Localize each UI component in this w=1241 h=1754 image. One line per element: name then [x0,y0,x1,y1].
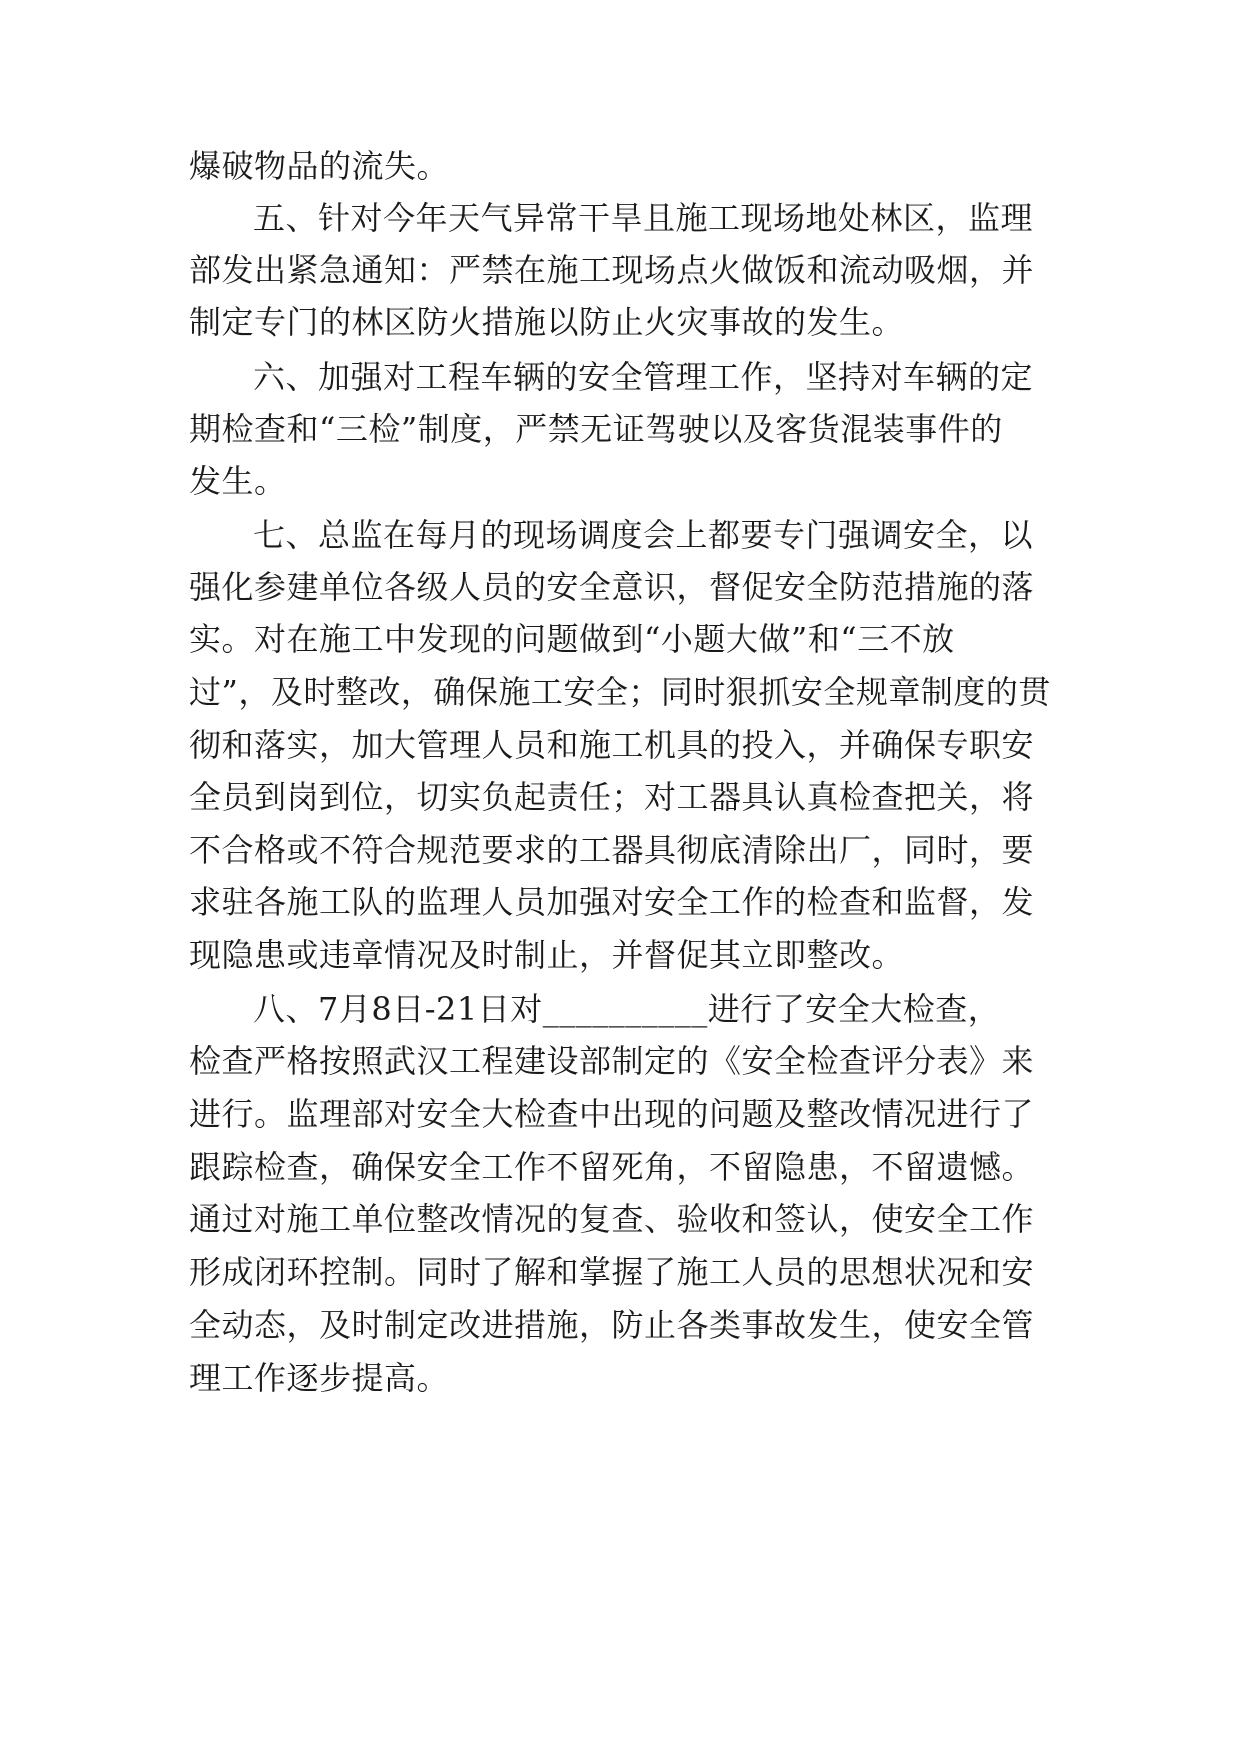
paragraph-7-line-3: 实。对在施工中发现的问题做到“小题大做”和“三不放 [189,620,955,658]
paragraph-7-line-5: 彻和落实，加大管理人员和施工机具的投入，并确保专职安 [189,726,1035,764]
paragraph-5-line-2: 部发出紧急通知：严禁在施工现场点火做饭和流动吸烟，并 [189,251,1035,289]
paragraph-5-line-1: 五、针对今年天气异常干旱且施工现场地处林区，监理 [253,199,1034,237]
paragraph-6-line-3: 发生。 [189,462,287,500]
paragraph-8-line-1: 八、7月8日-21日对__________进行了安全大检查， [253,990,1001,1028]
paragraph-8-line-2: 检查严格按照武汉工程建设部制定的《安全检查评分表》来 [189,1042,1035,1080]
paragraph-7-line-2: 强化参建单位各级人员的安全意识，督促安全防范措施的落 [189,568,1035,606]
paragraph-8-line-4: 跟踪检查，确保安全工作不留死角，不留隐患，不留遗憾。 [189,1148,1035,1186]
paragraph-8-line-8: 理工作逐步提高。 [189,1359,450,1397]
paragraph-7-line-4: 过”，及时整改，确保施工安全；同时狠抓安全规章制度的贯 [189,673,1051,711]
paragraph-8-line-3: 进行。监理部对安全大检查中出现的问题及整改情况进行了 [189,1095,1035,1133]
paragraph-6-line-2: 期检查和“三检”制度，严禁无证驾驶以及客货混装事件的 [189,410,1003,448]
paragraph-7-line-8: 求驻各施工队的监理人员加强对安全工作的检查和监督，发 [189,883,1035,921]
paragraph-8-line-5: 通过对施工单位整改情况的复查、验收和签认，使安全工作 [189,1200,1035,1238]
paragraph-6-line-1: 六、加强对工程车辆的安全管理工作，坚持对车辆的定 [253,358,1034,396]
paragraph-7-line-7: 不合格或不符合规范要求的工器具彻底清除出厂，同时，要 [189,831,1035,869]
paragraph-8-line-7: 全动态，及时制定改进措施，防止各类事故发生，使安全管 [189,1306,1035,1344]
paragraph-5-line-3: 制定专门的林区防火措施以防止火灾事故的发生。 [189,303,905,341]
paragraph-7-line-6: 全员到岗到位，切实负起责任；对工器具认真检查把关，将 [189,778,1035,816]
paragraph-7-line-1: 七、总监在每月的现场调度会上都要专门强调安全，以 [253,516,1034,554]
paragraph-7-line-9: 现隐患或违章情况及时制止，并督促其立即整改。 [189,936,905,974]
text-line-1: 爆破物品的流失。 [189,147,450,185]
paragraph-8-line-6: 形成闭环控制。同时了解和掌握了施工人员的思想状况和安 [189,1253,1035,1291]
